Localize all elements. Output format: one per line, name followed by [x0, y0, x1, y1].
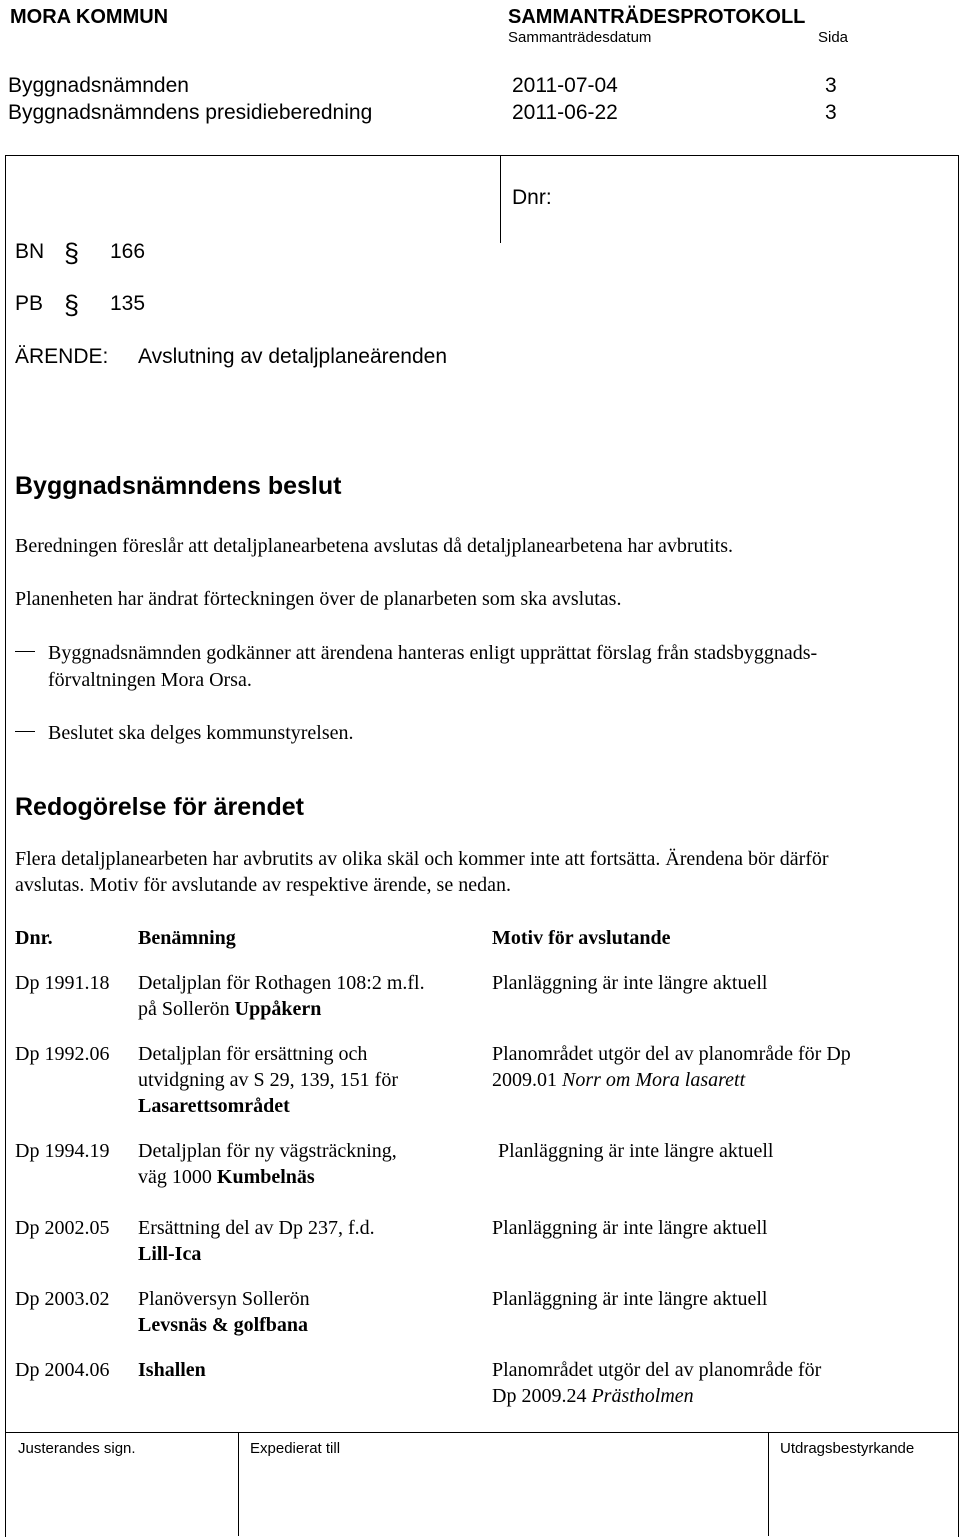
footer-column-divider — [238, 1432, 239, 1536]
row-name-line: Detaljplan för Rothagen 108:2 m.fl. — [138, 972, 425, 994]
bullet-dash — [15, 731, 35, 732]
row-motive-line — [492, 1383, 821, 1409]
decision-bullet-text: Byggnadsnämnden godkänner att ärendena hanteras enligt upprättat förslag från stadsbyggnads- — [48, 642, 818, 664]
footer-adjuster-signature-label: Justerandes sign. — [18, 1440, 136, 1457]
paragraph-body: BN — [15, 240, 45, 263]
row-name-line: Detaljplan för ny vägsträckning, — [138, 1140, 397, 1162]
row-place: Kumbelnäs — [216, 1166, 315, 1188]
column-header-dnr: Dnr. — [15, 927, 53, 949]
row-name-line: Planöversyn Sollerön — [138, 1288, 310, 1310]
row-motive — [492, 1215, 767, 1241]
report-text: avslutas. Motiv för avslutande av respektive ärende, se nedan. — [15, 874, 511, 896]
bullet-dash — [15, 651, 35, 652]
meeting-body: Byggnadsnämnden — [8, 74, 189, 97]
column-header-motive: Motiv för avslutande — [492, 927, 671, 949]
decision-bullet-text: förvaltningen Mora Orsa. — [48, 669, 252, 691]
row-motive — [492, 1357, 821, 1409]
row-motive-line: Planområdet utgör del av planområde för — [492, 1359, 822, 1381]
decision-text: Planenheten har ändrat förteckningen över de planarbeten som ska avslutas. — [15, 588, 622, 610]
row-name-text: på Sollerön — [138, 998, 230, 1020]
meeting-date: 2011-06-22 — [512, 101, 618, 124]
row-name-line: utvidgning av S 29, 139, 151 för — [138, 1069, 398, 1091]
meeting-date-label: Sammanträdesdatum — [508, 29, 652, 46]
paragraph-number: 135 — [110, 292, 146, 315]
footer-extract-certification-label: Utdragsbestyrkande — [780, 1440, 915, 1457]
paragraph-number: 166 — [110, 240, 146, 263]
footer-column-divider — [768, 1432, 769, 1536]
row-motive-text: Dp 2009.24 — [492, 1385, 587, 1407]
meeting-date: 2011-07-04 — [512, 74, 618, 97]
row-dnr: Dp 2002.05 — [15, 1217, 110, 1239]
row-name — [138, 1041, 398, 1119]
row-name-line — [138, 1164, 397, 1190]
meeting-body: Byggnadsnämndens presidieberedning — [8, 101, 373, 124]
row-place: Ishallen — [138, 1359, 206, 1381]
footer-divider — [5, 1432, 958, 1433]
row-motive-plan: Norr om Mora lasarett — [562, 1069, 746, 1091]
row-place: Lill-Ica — [138, 1243, 202, 1265]
page-label: Sida — [818, 29, 849, 46]
row-dnr: Dp 2003.02 — [15, 1288, 110, 1310]
subject: Avslutning av detaljplaneärenden — [138, 345, 448, 368]
report-text: Flera detaljplanearbeten har avbrutits av olika skäl och kommer inte att fortsätta. Ärendena bör därför — [15, 848, 829, 870]
decision-heading: Byggnadsnämndens beslut — [15, 472, 342, 500]
section-sign: § — [64, 290, 80, 320]
document-type: SAMMANTRÄDESPROTOKOLL — [508, 6, 806, 28]
row-motive-line: Planläggning är inte längre aktuell — [498, 1140, 774, 1162]
row-motive — [492, 970, 767, 996]
row-name — [138, 1286, 310, 1338]
row-motive — [498, 1138, 773, 1164]
row-dnr: Dp 1992.06 — [15, 1043, 110, 1065]
meeting-page: 3 — [825, 74, 837, 97]
dnr-label: Dnr: — [512, 186, 552, 209]
dnr-divider — [500, 155, 501, 243]
row-dnr: Dp 2004.06 — [15, 1359, 110, 1381]
row-name — [138, 970, 425, 1022]
subject-label: ÄRENDE: — [15, 345, 109, 368]
row-name-line: Detaljplan för ersättning och — [138, 1043, 368, 1065]
row-dnr: Dp 1991.18 — [15, 972, 110, 994]
row-motive-line — [492, 1067, 851, 1093]
row-motive-plan: Prästholmen — [591, 1385, 694, 1407]
footer-sent-to-label: Expedierat till — [250, 1440, 341, 1457]
row-motive-line: Planområdet utgör del av planområde för Dp — [492, 1043, 851, 1065]
row-name — [138, 1357, 206, 1383]
column-header-name: Benämning — [138, 927, 236, 949]
row-place: Uppåkern — [234, 998, 322, 1020]
row-dnr: Dp 1994.19 — [15, 1140, 110, 1162]
row-name-line: Ersättning del av Dp 237, f.d. — [138, 1217, 375, 1239]
row-name-line — [138, 996, 425, 1022]
row-name — [138, 1215, 375, 1267]
row-motive-line: Planläggning är inte längre aktuell — [492, 1217, 768, 1239]
row-motive-text: 2009.01 — [492, 1069, 557, 1091]
row-place: Lasarettsområdet — [138, 1095, 290, 1117]
row-motive-line: Planläggning är inte längre aktuell — [492, 1288, 768, 1310]
row-motive-line: Planläggning är inte längre aktuell — [492, 972, 768, 994]
report-heading: Redogörelse för ärendet — [15, 793, 304, 821]
row-name — [138, 1138, 397, 1190]
row-name-text: väg 1000 — [138, 1166, 212, 1188]
meeting-page: 3 — [825, 101, 837, 124]
decision-text: Beredningen föreslår att detaljplanearbetena avslutas då detaljplanearbetena har avbrutits. — [15, 535, 734, 557]
row-motive — [492, 1041, 851, 1093]
row-place: Levsnäs & golfbana — [138, 1314, 309, 1336]
section-sign: § — [64, 238, 80, 268]
paragraph-body: PB — [15, 292, 44, 315]
row-motive — [492, 1286, 767, 1312]
org-name: MORA KOMMUN — [10, 6, 169, 28]
decision-bullet-text: Beslutet ska delges kommunstyrelsen. — [48, 722, 354, 744]
